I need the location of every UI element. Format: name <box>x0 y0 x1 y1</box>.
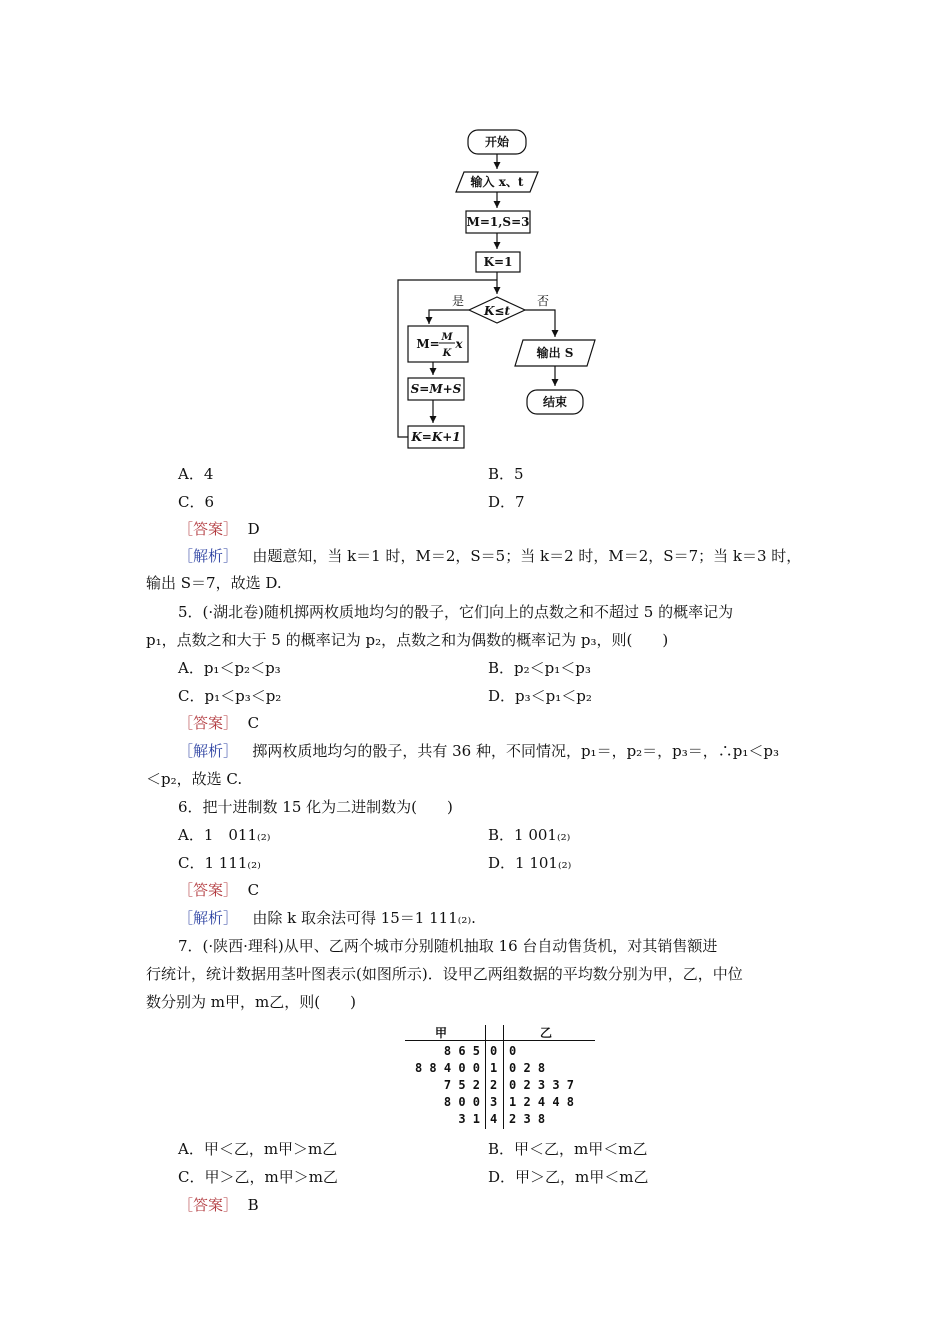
analysis-text: 由题意知，当 k＝1 时，M＝2，S＝5；当 k＝2 时，M＝2，S＝7；当 k＝3 时， <box>252 547 802 565</box>
stem-rule-left <box>485 1025 486 1129</box>
q6-stem: 6．把十进制数 15 化为二进制数为( ) <box>178 798 453 816</box>
k-init-label: K=1 <box>483 255 513 269</box>
row4-right: 2 3 8 <box>509 1112 546 1126</box>
q4-answer <box>178 518 260 540</box>
flowchart <box>380 120 620 455</box>
stem-leaf-plot <box>405 1025 595 1130</box>
q6-option-d: D．1 101₍₂₎ <box>488 854 572 872</box>
q5-answer <box>178 712 259 734</box>
q7-answer <box>178 1194 259 1216</box>
answer-tag: ［答案］ <box>178 881 239 899</box>
q5-stem-1: 5．(·湖北卷)随机掷两枚质地均匀的骰子，它们向上的点数之和不超过 5 的概率记为 <box>178 603 734 621</box>
analysis-text: 掷两枚质地均匀的骰子，共有 36 种，不同情况，p₁＝，p₂＝，p₃＝，∴p₁＜p₃ <box>252 742 780 760</box>
q6-option-c: C．1 111₍₂₎ <box>178 854 261 872</box>
answer-value: C <box>247 881 260 899</box>
header-rule <box>405 1040 595 1041</box>
answer-value: B <box>247 1196 259 1214</box>
answer-tag: ［答案］ <box>178 1196 239 1214</box>
stem-rule-right <box>503 1025 504 1129</box>
q7-stem-3: 数分别为 m甲，m乙，则( ) <box>146 993 356 1011</box>
input-label: 输入 x、t <box>470 175 524 189</box>
q5-analysis-cont: ＜p₂，故选 C. <box>146 770 243 788</box>
row1-stem: 1 <box>490 1061 498 1075</box>
row2-right: 0 2 3 3 7 <box>509 1078 575 1092</box>
m-update-den: K <box>442 348 452 359</box>
q5-option-a: A．p₁＜p₂＜p₃ <box>178 659 281 677</box>
q5-stem-2: p₁，点数之和大于 5 的概率记为 p₂，点数之和为偶数的概率记为 p₃，则( ) <box>146 631 669 649</box>
m-update-lhs: M= <box>416 337 440 351</box>
q7-option-c: C．甲＞乙，m甲＞m乙 <box>178 1168 338 1186</box>
row0-left: 8 6 5 <box>443 1044 480 1058</box>
q7-stem-1: 7．(·陕西·理科)从甲、乙两个城市分别随机抽取 16 台自动售货机，对其销售额进 <box>178 937 718 955</box>
row4-left: 3 1 <box>458 1112 480 1126</box>
q6-option-a: A．1 011₍₂₎ <box>178 826 271 844</box>
analysis-tag: ［解析］ <box>178 547 239 565</box>
row1-left: 8 8 4 0 0 <box>414 1061 480 1075</box>
row2-left: 7 5 2 <box>443 1078 480 1092</box>
row0-right: 0 <box>509 1044 517 1058</box>
end-label: 结束 <box>542 395 568 409</box>
right-header: 乙 <box>540 1026 553 1040</box>
q6-option-b: B．1 001₍₂₎ <box>488 826 571 844</box>
analysis-text: 由除 k 取余法可得 15＝1 111₍₂₎. <box>252 909 476 927</box>
q7-stem-2: 行统计，统计数据用茎叶图表示(如图所示)．设甲乙两组数据的平均数分别为甲，乙，中位 <box>146 965 743 983</box>
q4-analysis-cont: 输出 S＝7，故选 D. <box>146 574 282 592</box>
q4-option-c: C．6 <box>178 493 215 511</box>
q7-option-d: D．甲＞乙，m甲＜m乙 <box>488 1168 649 1186</box>
q4-option-a: A．4 <box>178 465 214 483</box>
q6-answer <box>178 879 259 901</box>
row2-stem: 2 <box>490 1078 498 1092</box>
answer-tag: ［答案］ <box>178 714 239 732</box>
row0-stem: 0 <box>490 1044 498 1058</box>
q5-option-c: C．p₁＜p₃＜p₂ <box>178 687 282 705</box>
q7-option-a: A．甲＜乙，m甲＞m乙 <box>178 1140 338 1158</box>
s-update-label: S=M+S <box>410 382 462 396</box>
answer-value: D <box>247 520 260 538</box>
m-update-num: M <box>441 332 453 343</box>
row3-stem: 3 <box>490 1095 498 1109</box>
left-header: 甲 <box>435 1026 448 1040</box>
analysis-tag: ［解析］ <box>178 909 239 927</box>
q4-analysis <box>178 545 801 567</box>
row1-right: 0 2 8 <box>509 1061 546 1075</box>
q4-option-b: B．5 <box>488 465 524 483</box>
q4-option-d: D．7 <box>488 493 525 511</box>
q5-analysis <box>178 740 779 762</box>
answer-tag: ［答案］ <box>178 520 239 538</box>
output-label: 输出 S <box>536 346 574 360</box>
k-update-label: K=K+1 <box>411 430 461 444</box>
row3-right: 1 2 4 4 8 <box>509 1095 575 1109</box>
answer-value: C <box>247 714 260 732</box>
no-label: 否 <box>536 294 550 308</box>
row4-stem: 4 <box>490 1112 498 1126</box>
q7-option-b: B．甲＜乙，m甲＜m乙 <box>488 1140 648 1158</box>
m-update-x: x <box>455 337 463 351</box>
init-label: M=1,S=3 <box>466 215 530 229</box>
q5-option-b: B．p₂＜p₁＜p₃ <box>488 659 591 677</box>
q5-option-d: D．p₃＜p₁＜p₂ <box>488 687 592 705</box>
q6-analysis <box>178 907 476 929</box>
row3-left: 8 0 0 <box>443 1095 480 1109</box>
condition-label: K≤t <box>483 304 511 318</box>
analysis-tag: ［解析］ <box>178 742 239 760</box>
start-label: 开始 <box>484 135 510 149</box>
yes-label: 是 <box>451 294 465 308</box>
